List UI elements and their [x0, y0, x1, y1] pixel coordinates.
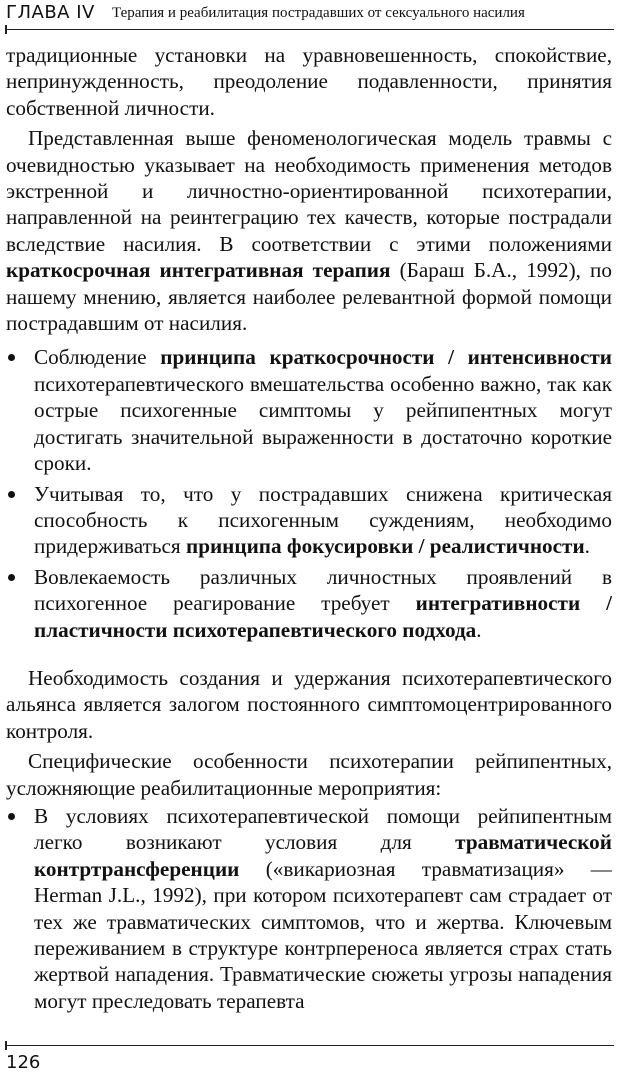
- running-header: [6, 2, 614, 32]
- list-item-text: Учитывая то, что у пострадавших снижена критическая способность к психогенным суждениям, необходимо придерживаться: [34, 481, 612, 559]
- list-item-bold: интегративности / пластичности психотерапевтического подхода: [34, 591, 612, 642]
- list-item-tail: .: [584, 534, 590, 559]
- paragraph-alliance: Необходимость создания и удержания психотерапевтического альянса является залогом постоянного симптомоцентрированного контроля.: [6, 665, 612, 743]
- paragraph-model: [6, 125, 612, 336]
- specifics-list: [6, 803, 612, 1014]
- paragraph-model-bold: краткосрочная интегративная терапия: [6, 258, 391, 283]
- list-item: [6, 344, 612, 476]
- list-item-tail: .: [476, 617, 482, 642]
- paragraph-model-tail: (Бараш Б.А., 1992), по нашему мнению, является наиболее релевантной формой помощи пострадавшим от насилия.: [6, 258, 612, 336]
- paragraph-continued: традиционные установки на уравновешенность, спокойствие, непринужденность, преодоление подавленности, принятия собственной личности.: [6, 43, 612, 120]
- header-rule-tick: [5, 25, 7, 34]
- footer-rule-tick: [5, 1041, 7, 1050]
- page-number: 126: [6, 1052, 41, 1073]
- list-item-bold: принципа фокусировки / реалистичности: [185, 534, 585, 559]
- list-item-bold: принципа краткосрочности / интенсивности: [160, 345, 612, 370]
- paragraph-specifics: Специфические особенности психотерапии рейпипентных, усложняющие реабилитационные мероприятия:: [6, 749, 612, 800]
- list-item: [6, 803, 612, 1014]
- principles-list: [6, 344, 612, 642]
- chapter-label: ГЛАВА IV: [6, 2, 95, 23]
- list-item-text: Соблюдение: [34, 345, 161, 370]
- list-item-bold: травматической контртрансференции: [34, 830, 612, 881]
- paragraph-model-text: Представленная выше феноменологическая модель травмы с очевидностью указывает на необходимость применения методов экстренной и личностно-ориентированной психотерапии, направленной на реинтеграцию тех качеств, которые пострадали вследствие насилия. В соответствии с этими положениями: [6, 126, 612, 256]
- list-item-text: В условиях психотерапевтической помощи рейпипентным легко возникают условия для: [34, 803, 612, 855]
- header-rule: [6, 29, 614, 30]
- list-item: [6, 564, 612, 643]
- list-item-tail: («викариозная травматизация» — Herman J.L., 1992), при котором психотерапевт сам страдает от тех же травматических симптомов, что и жертва. Ключевым переживанием в структуре контрпереноса является страх стать жертвой нападения. Травматические сюжеты угрозы нападения могут преследовать терапевта: [34, 856, 612, 1013]
- footer-rule: [6, 1045, 614, 1046]
- page-body: [6, 42, 612, 1014]
- list-item: [6, 481, 612, 560]
- section-gap: [6, 643, 612, 665]
- list-item-tail: психотерапевтического вмешательства особенно важно, так как острые психогенные симптомы у рейпипентных могут достигать значительной выраженности в достаточно короткие сроки.: [34, 371, 612, 476]
- list-item-text: Вовлекаемость различных личностных проявлений в психогенное реагирование требует: [34, 564, 612, 616]
- running-title: Терапия и реабилитация пострадавших от сексуального насилия: [112, 5, 525, 21]
